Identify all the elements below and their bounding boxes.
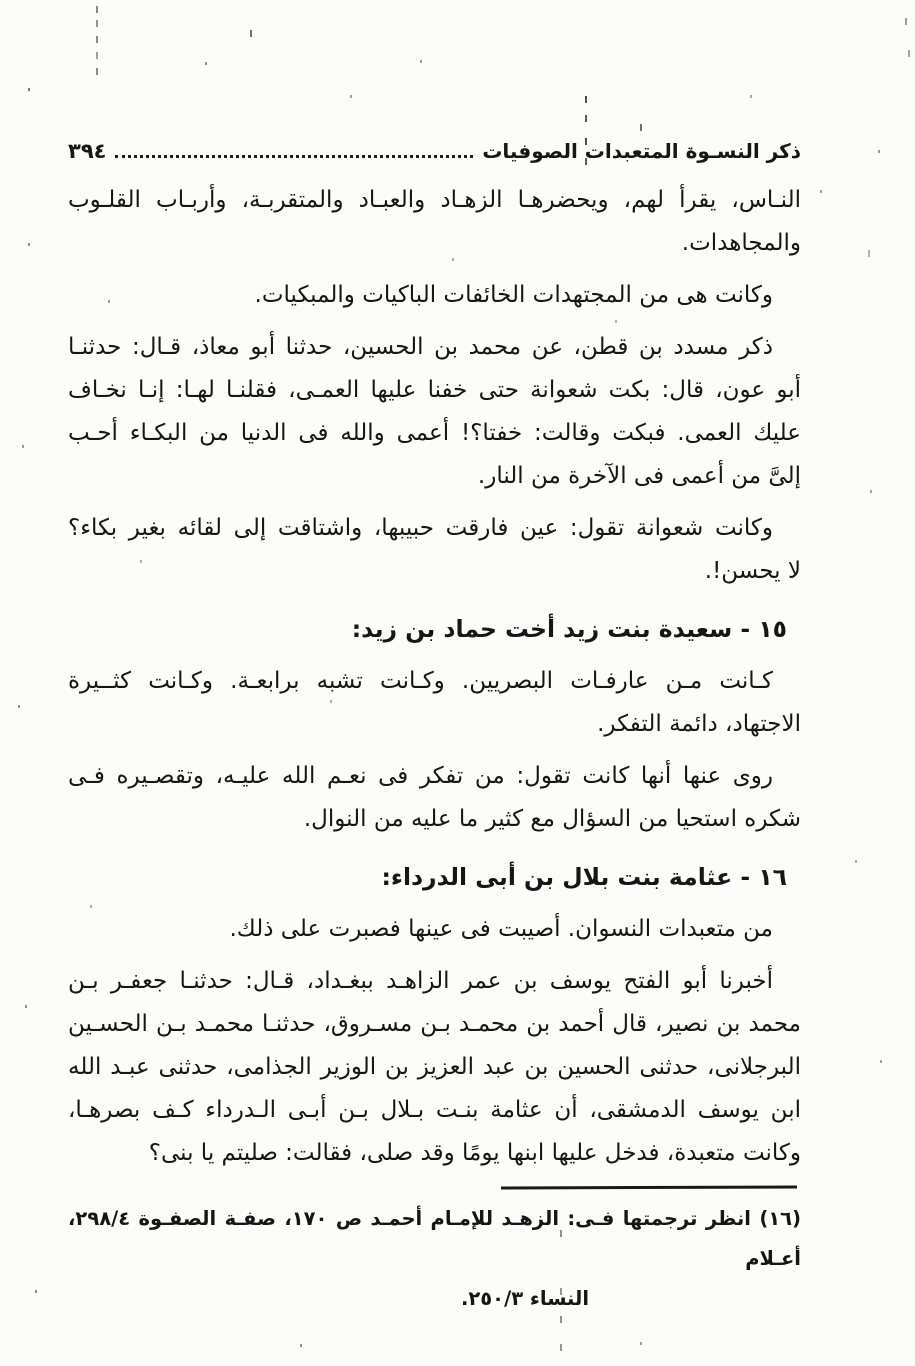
text-line: ابن يوسف الدمشقى، أن عثامة بنـت بـلال بـن أبـى الـدرداء كـف بصرهـا، — [68, 1097, 801, 1123]
page-header — [68, 136, 801, 166]
text-line: روى عنها أنها كانت تقول: من تفكر فى نعـم الله عليـه، وتقصـيره فـى — [68, 763, 773, 789]
text-line: إلىَّ من أعمى فى الآخرة من النار. — [477, 463, 801, 489]
text-line: أبو عون، قال: بكت شعوانة حتى خفنا عليها العمـى، فقلنـا لهـا: إنـا نخـاف — [68, 377, 801, 403]
dotted-leader — [115, 155, 473, 158]
footnote-separator — [501, 1185, 797, 1189]
text-line: لا يحسن!. — [704, 558, 801, 584]
body-text — [68, 179, 801, 1175]
scan-noise-dots — [0, 0, 2, 3]
text-line: محمد بن نصير، قال أحمد بن محمـد بـن مسـروق، حدثنـا محمـد بـن الحسـين — [68, 1011, 801, 1037]
text-line: كـانت مـن عارفـات البصريين. وكـانت تشبه برابعـة. وكـانت كثــيرة — [68, 668, 773, 694]
text-line: عليك العمى. فبكت وقالت: خفتا؟! أعمى والله فى الدنيا من البكـاء أحـب — [68, 420, 801, 446]
text-line: ذكر مسدد بن قطن، عن محمد بن الحسين، حدثنا أبو معاذ، قـال: حدثنـا — [68, 334, 773, 360]
text-line: وكانت متعبدة، فدخل عليها ابنها يومًا وقد صلى، فقالت: صليتم يا بنى؟ — [148, 1140, 801, 1166]
footnote-lines — [68, 1199, 801, 1319]
header-title: ذكر النسـوة المتعبدات الصوفيات — [482, 139, 801, 163]
scan-noise-dashes — [0, 0, 2, 7]
text-line: ١٦ - عثامة بنت بلال بن أبى الدرداء: — [381, 863, 787, 891]
footnote-line: (١٦) انظر ترجمتها فـى: الزهـد للإمـام أحمـد ص ١٧٠، صفـة الصفـوة ٢٩٨/٤، أعـلام — [68, 1207, 801, 1270]
footnote — [68, 1186, 801, 1319]
text-line: النـاس، يقرأ لهم، ويحضرهـا الزهـاد والعبـاد والمتقربـة، وأربـاب القلـوب — [68, 187, 801, 213]
text-line: من متعبدات النسوان. أصيبت فى عينها فصبرت على ذلك. — [229, 916, 773, 942]
footnote-line: النساء ٢٥٠/٣. — [460, 1287, 589, 1310]
text-line: ١٥ - سعيدة بنت زيد أخت حماد بن زيد: — [351, 615, 787, 643]
page-number: ٣٩٤ — [68, 139, 107, 163]
text-line: الاجتهاد، دائمة التفكر. — [597, 711, 801, 737]
text-line: البرجلانى، حدثنى الحسين بن عبد العزيز بن الوزير الجذامى، حدثنى عبـد الله — [68, 1054, 801, 1080]
text-line: وكانت هى من المجتهدات الخائفات الباكيات والمبكيات. — [254, 282, 773, 308]
text-line: وكانت شعوانة تقول: عين فارقت حبيبها، واشتاقت إلى لقائه بغير بكاء؟ — [68, 515, 773, 541]
text-line: والمجاهدات. — [681, 230, 801, 256]
text-line: أخبرنا أبو الفتح يوسف بن عمر الزاهـد ببغـداد، قـال: حدثنـا جعفـر بـن — [68, 968, 773, 994]
text-line: شكره استحيا من السؤال مع كثير ما عليه من النوال. — [303, 806, 801, 832]
